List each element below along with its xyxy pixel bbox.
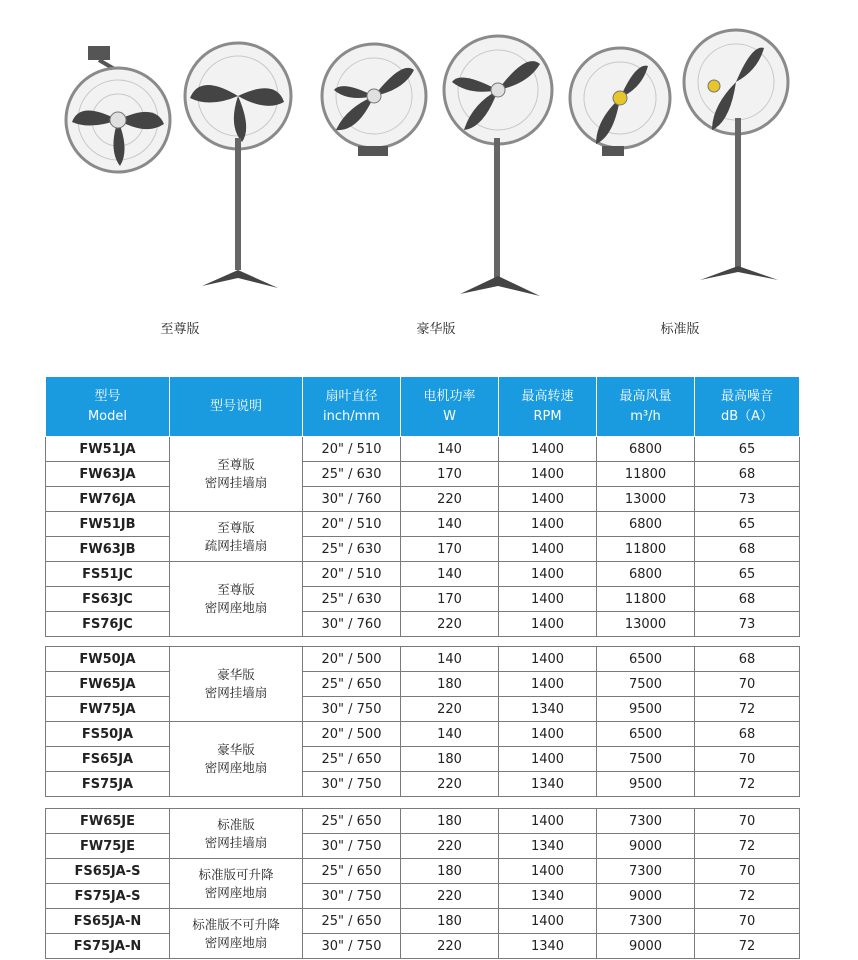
model-cell: FW51JB: [46, 512, 170, 537]
noise-cell: 68: [695, 462, 800, 487]
pedestal-fan-deluxe-image: [436, 34, 558, 304]
power-cell: 140: [401, 722, 499, 747]
description-line: 密网座地扇: [204, 760, 268, 775]
description-line: 至尊版: [217, 457, 255, 472]
header-airflow: 最高风量 m³/h: [597, 377, 695, 437]
header-model: 型号 Model: [46, 377, 170, 437]
table-row: [46, 934, 800, 959]
speed-cell: 1400: [499, 612, 597, 637]
noise-cell: 68: [695, 587, 800, 612]
caption-premium: 至尊版: [160, 322, 200, 337]
diameter-cell: 25" / 650: [303, 747, 401, 772]
noise-cell: 72: [695, 697, 800, 722]
airflow-cell: 7300: [597, 909, 695, 934]
description-line: 密网座地扇: [204, 600, 268, 615]
power-cell: 180: [401, 672, 499, 697]
model-cell: FW75JA: [46, 697, 170, 722]
header-noise: 最高噪音 dB（A）: [695, 377, 800, 437]
header-power: 电机功率 W: [401, 377, 499, 437]
noise-cell: 68: [695, 647, 800, 672]
airflow-cell: 9000: [597, 934, 695, 959]
airflow-cell: 13000: [597, 612, 695, 637]
model-cell: FW65JA: [46, 672, 170, 697]
airflow-cell: 7300: [597, 809, 695, 834]
diameter-cell: 25" / 630: [303, 537, 401, 562]
spec-table-deluxe: [45, 646, 800, 797]
power-cell: 170: [401, 587, 499, 612]
diameter-cell: 20" / 500: [303, 722, 401, 747]
model-cell: FS65JA-S: [46, 859, 170, 884]
diameter-cell: 20" / 500: [303, 647, 401, 672]
diameter-cell: 30" / 750: [303, 934, 401, 959]
power-cell: 220: [401, 772, 499, 797]
table-header-row: [46, 377, 800, 437]
description-cell: [170, 859, 303, 909]
noise-cell: 68: [695, 537, 800, 562]
noise-cell: 68: [695, 722, 800, 747]
wall-fan-deluxe-image: [318, 40, 434, 160]
description-cell: [170, 809, 303, 859]
power-cell: 220: [401, 934, 499, 959]
table-row: [46, 437, 800, 462]
table-row: [46, 772, 800, 797]
diameter-cell: 25" / 650: [303, 672, 401, 697]
speed-cell: 1400: [499, 747, 597, 772]
speed-cell: 1400: [499, 647, 597, 672]
speed-cell: 1400: [499, 672, 597, 697]
power-cell: 180: [401, 909, 499, 934]
table-row: [46, 834, 800, 859]
pedestal-fan-premium-image: [180, 38, 300, 296]
table-row: [46, 587, 800, 612]
caption-deluxe: 豪华版: [416, 322, 456, 337]
model-cell: FW51JA: [46, 437, 170, 462]
wall-fan-premium-image: [60, 40, 180, 190]
airflow-cell: 9500: [597, 772, 695, 797]
airflow-cell: 7500: [597, 672, 695, 697]
description-line: 标准版: [217, 816, 255, 832]
noise-cell: 72: [695, 834, 800, 859]
table-row: [46, 647, 800, 672]
speed-cell: 1400: [499, 437, 597, 462]
description-line: 豪华版: [217, 667, 255, 682]
diameter-cell: 25" / 630: [303, 462, 401, 487]
diameter-cell: 25" / 630: [303, 587, 401, 612]
model-cell: FS75JA-S: [46, 884, 170, 909]
speed-cell: 1400: [499, 487, 597, 512]
header-speed: 最高转速 RPM: [499, 377, 597, 437]
diameter-cell: 30" / 750: [303, 772, 401, 797]
description-line: 密网座地扇: [204, 884, 268, 900]
table-row: [46, 487, 800, 512]
diameter-cell: 25" / 650: [303, 909, 401, 934]
noise-cell: 72: [695, 884, 800, 909]
description-line: 标准版可升降: [198, 866, 274, 882]
noise-cell: 65: [695, 512, 800, 537]
noise-cell: 70: [695, 909, 800, 934]
table-row: [46, 747, 800, 772]
power-cell: 170: [401, 462, 499, 487]
speed-cell: 1400: [499, 859, 597, 884]
airflow-cell: 9000: [597, 834, 695, 859]
pedestal-fan-standard-image: [680, 28, 794, 290]
noise-cell: 70: [695, 747, 800, 772]
power-cell: 180: [401, 859, 499, 884]
table-row: [46, 537, 800, 562]
description-cell: [170, 909, 303, 959]
wall-fan-standard-image: [566, 44, 678, 160]
model-cell: FS75JA-N: [46, 934, 170, 959]
caption-standard: 标准版: [660, 322, 700, 337]
model-cell: FS51JC: [46, 562, 170, 587]
speed-cell: 1340: [499, 934, 597, 959]
description-cell: [170, 647, 303, 722]
airflow-cell: 7500: [597, 747, 695, 772]
power-cell: 140: [401, 437, 499, 462]
model-cell: FW50JA: [46, 647, 170, 672]
description-cell: [170, 437, 303, 512]
table-row: [46, 612, 800, 637]
table-row: [46, 722, 800, 747]
model-cell: FS76JC: [46, 612, 170, 637]
model-cell: FS65JA: [46, 747, 170, 772]
speed-cell: 1400: [499, 537, 597, 562]
power-cell: 220: [401, 487, 499, 512]
diameter-cell: 20" / 510: [303, 512, 401, 537]
description-line: 标准版不可升降: [192, 916, 280, 932]
table-row: [46, 672, 800, 697]
airflow-cell: 6500: [597, 722, 695, 747]
model-cell: FW75JE: [46, 834, 170, 859]
power-cell: 140: [401, 647, 499, 672]
noise-cell: 73: [695, 487, 800, 512]
description-line: 密网挂墙扇: [204, 834, 268, 850]
speed-cell: 1400: [499, 587, 597, 612]
airflow-cell: 7300: [597, 859, 695, 884]
noise-cell: 72: [695, 934, 800, 959]
table-row: [46, 512, 800, 537]
speed-cell: 1400: [499, 462, 597, 487]
airflow-cell: 9000: [597, 884, 695, 909]
table-row: [46, 909, 800, 934]
spec-table-premium: [45, 376, 800, 637]
speed-cell: 1340: [499, 884, 597, 909]
noise-cell: 73: [695, 612, 800, 637]
diameter-cell: 20" / 510: [303, 562, 401, 587]
table-row: [46, 562, 800, 587]
header-diameter: 扇叶直径 inch/mm: [303, 377, 401, 437]
model-cell: FS75JA: [46, 772, 170, 797]
table-row: [46, 859, 800, 884]
power-cell: 220: [401, 697, 499, 722]
table-row: [46, 697, 800, 722]
model-cell: FW63JA: [46, 462, 170, 487]
description-line: 豪华版: [217, 742, 255, 757]
noise-cell: 65: [695, 562, 800, 587]
speed-cell: 1400: [499, 512, 597, 537]
power-cell: 170: [401, 537, 499, 562]
header-description: 型号说明: [170, 377, 303, 437]
power-cell: 180: [401, 809, 499, 834]
spec-table-standard: [45, 808, 800, 959]
table-row: [46, 884, 800, 909]
power-cell: 220: [401, 834, 499, 859]
noise-cell: 70: [695, 809, 800, 834]
speed-cell: 1400: [499, 722, 597, 747]
description-line: 至尊版: [217, 519, 255, 535]
description-line: 密网座地扇: [204, 934, 268, 950]
diameter-cell: 25" / 650: [303, 859, 401, 884]
airflow-cell: 11800: [597, 462, 695, 487]
description-line: 至尊版: [217, 582, 255, 597]
speed-cell: 1400: [499, 562, 597, 587]
diameter-cell: 30" / 750: [303, 697, 401, 722]
model-cell: FW63JB: [46, 537, 170, 562]
diameter-cell: 25" / 650: [303, 809, 401, 834]
power-cell: 140: [401, 512, 499, 537]
model-cell: FS65JA-N: [46, 909, 170, 934]
diameter-cell: 30" / 750: [303, 834, 401, 859]
diameter-cell: 30" / 750: [303, 884, 401, 909]
airflow-cell: 13000: [597, 487, 695, 512]
speed-cell: 1340: [499, 697, 597, 722]
speed-cell: 1340: [499, 834, 597, 859]
power-cell: 140: [401, 562, 499, 587]
speed-cell: 1400: [499, 809, 597, 834]
speed-cell: 1340: [499, 772, 597, 797]
airflow-cell: 11800: [597, 537, 695, 562]
diameter-cell: 30" / 760: [303, 487, 401, 512]
model-cell: FS50JA: [46, 722, 170, 747]
speed-cell: 1400: [499, 909, 597, 934]
model-cell: FW65JE: [46, 809, 170, 834]
diameter-cell: 30" / 760: [303, 612, 401, 637]
description-cell: [170, 512, 303, 562]
noise-cell: 72: [695, 772, 800, 797]
description-cell: [170, 562, 303, 637]
description-line: 密网挂墙扇: [204, 475, 268, 490]
noise-cell: 70: [695, 672, 800, 697]
model-cell: FS63JC: [46, 587, 170, 612]
airflow-cell: 11800: [597, 587, 695, 612]
table-row: [46, 809, 800, 834]
power-cell: 220: [401, 612, 499, 637]
airflow-cell: 6800: [597, 562, 695, 587]
description-line: 密网挂墙扇: [204, 685, 268, 700]
model-cell: FW76JA: [46, 487, 170, 512]
diameter-cell: 20" / 510: [303, 437, 401, 462]
noise-cell: 65: [695, 437, 800, 462]
description-line: 疏网挂墙扇: [204, 537, 268, 553]
airflow-cell: 6500: [597, 647, 695, 672]
airflow-cell: 9500: [597, 697, 695, 722]
noise-cell: 70: [695, 859, 800, 884]
power-cell: 220: [401, 884, 499, 909]
airflow-cell: 6800: [597, 512, 695, 537]
table-row: [46, 462, 800, 487]
description-cell: [170, 722, 303, 797]
power-cell: 180: [401, 747, 499, 772]
airflow-cell: 6800: [597, 437, 695, 462]
